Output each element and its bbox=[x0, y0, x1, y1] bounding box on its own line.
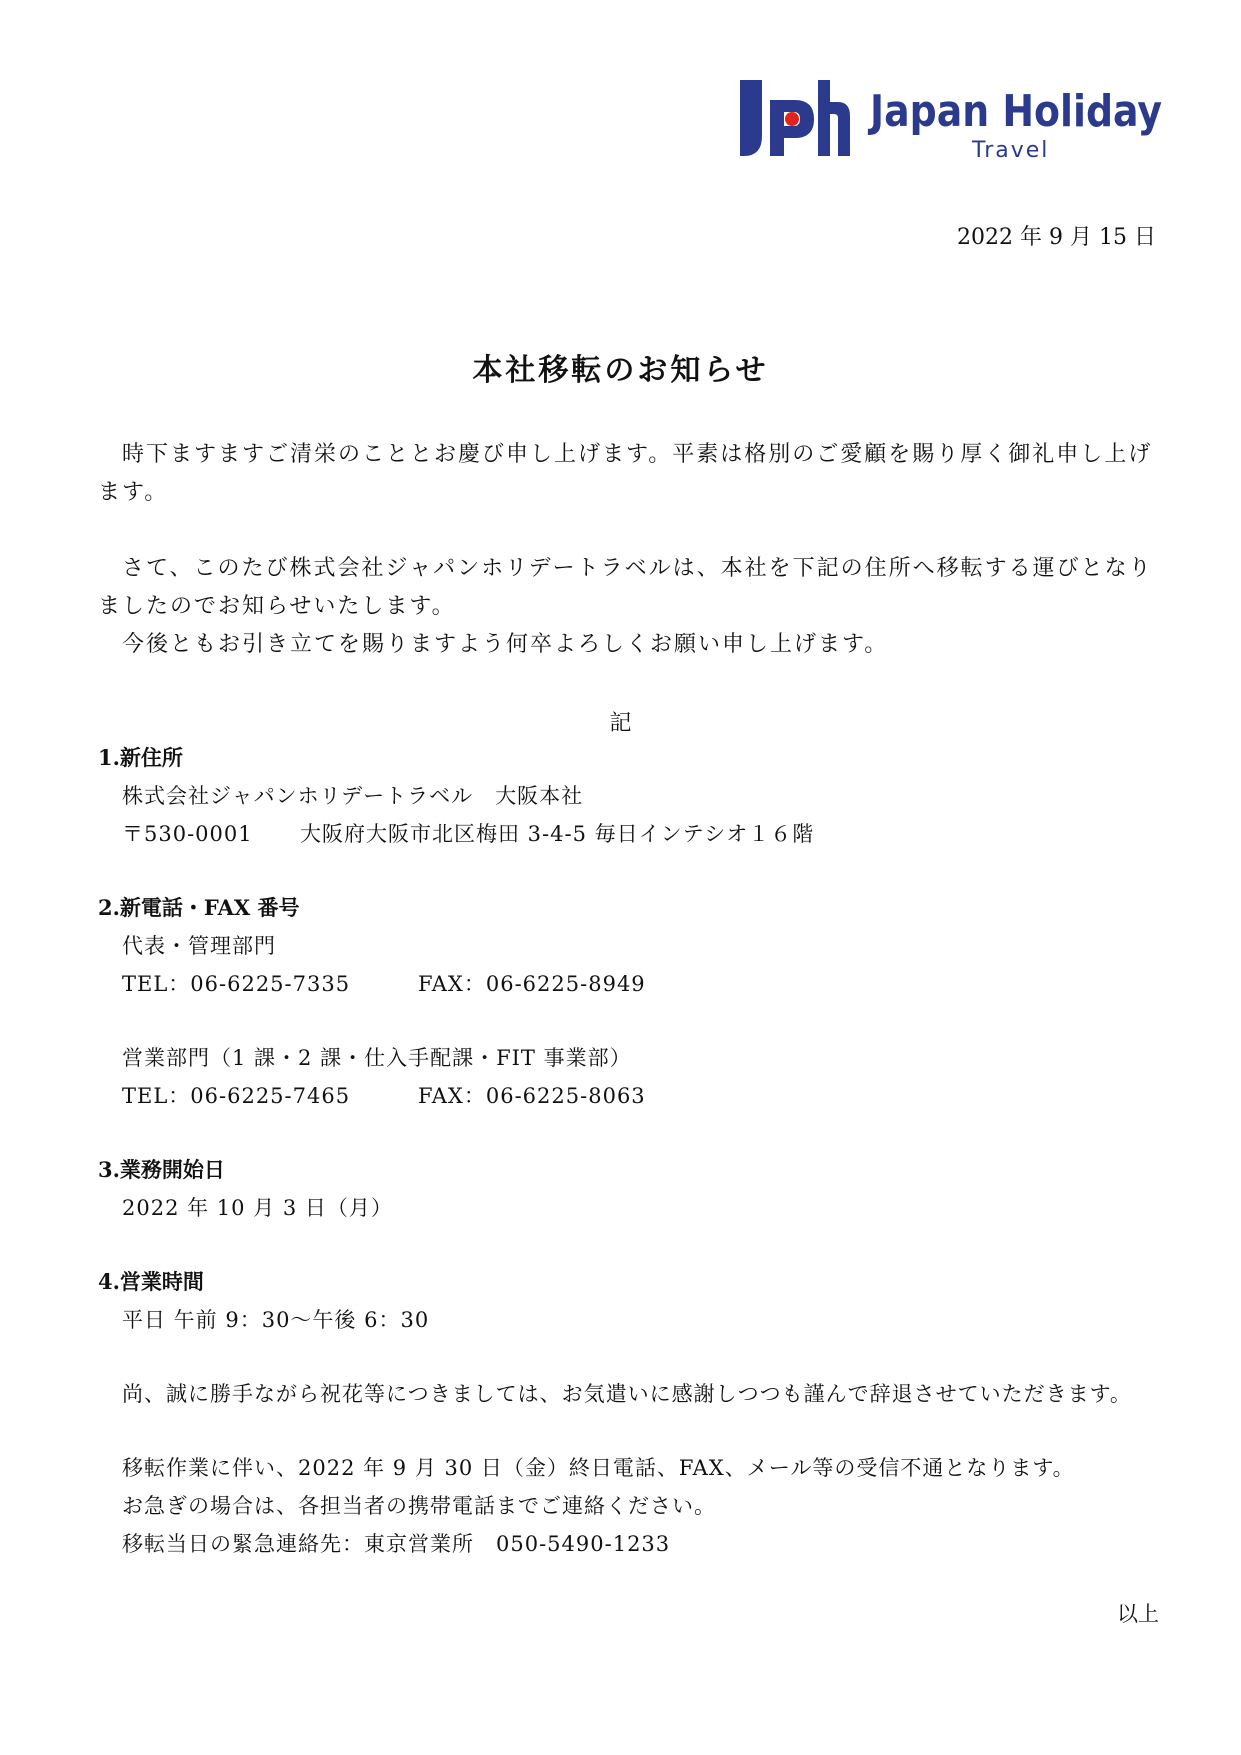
company-name: 株式会社ジャパンホリデートラベル 大阪本社 bbox=[122, 784, 584, 808]
emergency-contact: 移転当日の緊急連絡先：東京営業所 050-5490-1233 bbox=[122, 1532, 671, 1556]
jph-logo-mark-icon bbox=[740, 80, 850, 156]
postal-code: 〒530-0001 bbox=[122, 822, 253, 846]
closing-remark: 以上 bbox=[1117, 1602, 1159, 1626]
ki-heading: 記 bbox=[609, 711, 632, 736]
intro-paragraph-2: さて、このたび株式会社ジャパンホリデートラベルは、本社を下記の住所へ移転する運びとなりましたのでお知らせいたします。 bbox=[98, 556, 1153, 619]
section-heading-address: 1.新住所 bbox=[98, 745, 183, 770]
closure-note: 移転作業に伴い、2022 年 9 月 30 日（金）終日電話、FAX、メール等の受信不通となります。 bbox=[122, 1456, 1075, 1480]
tel-admin: TEL：06-6225-7335 bbox=[122, 972, 351, 996]
section-heading-start: 3.業務開始日 bbox=[98, 1157, 225, 1182]
logo-name: Japan Holiday bbox=[870, 86, 1163, 137]
start-date: 2022 年 10 月 3 日（月） bbox=[122, 1196, 393, 1220]
intro-paragraph-1: 時下ますますご清栄のこととお慶び申し上げます。平素は格別のご愛顧を賜り厚く御礼申し上げます。 bbox=[98, 442, 1153, 505]
business-hours: 平日 午前 9：30～午後 6：30 bbox=[122, 1308, 430, 1332]
logo-subtitle: Travel bbox=[972, 138, 1050, 163]
section-heading-hours: 4.営業時間 bbox=[98, 1269, 204, 1294]
company-logo bbox=[740, 80, 1163, 164]
street-address: 大阪府大阪市北区梅田 3-4-5 毎日インテシオ１６階 bbox=[300, 822, 815, 846]
document-title: 本社移転のお知らせ bbox=[472, 353, 769, 388]
fax-admin: FAX：06-6225-8949 bbox=[418, 972, 646, 996]
document-date: 2022 年 9 月 15 日 bbox=[957, 225, 1156, 250]
tel-sales: TEL：06-6225-7465 bbox=[122, 1084, 351, 1108]
flowers-note: 尚、誠に勝手ながら祝花等につきましては、お気遣いに感謝しつつも謹んで辞退させていただきます。 bbox=[122, 1382, 1132, 1406]
fax-sales: FAX：06-6225-8063 bbox=[418, 1084, 646, 1108]
dept-admin: 代表・管理部門 bbox=[122, 934, 276, 958]
intro-paragraph-3: 今後ともお引き立てを賜りますよう何卒よろしくお願い申し上げます。 bbox=[122, 632, 889, 657]
section-heading-phone: 2.新電話・FAX 番号 bbox=[98, 895, 300, 920]
urgent-note: お急ぎの場合は、各担当者の携帯電話までご連絡ください。 bbox=[122, 1494, 716, 1518]
dept-sales: 営業部門（1 課・2 課・仕入手配課・FIT 事業部） bbox=[122, 1046, 632, 1070]
